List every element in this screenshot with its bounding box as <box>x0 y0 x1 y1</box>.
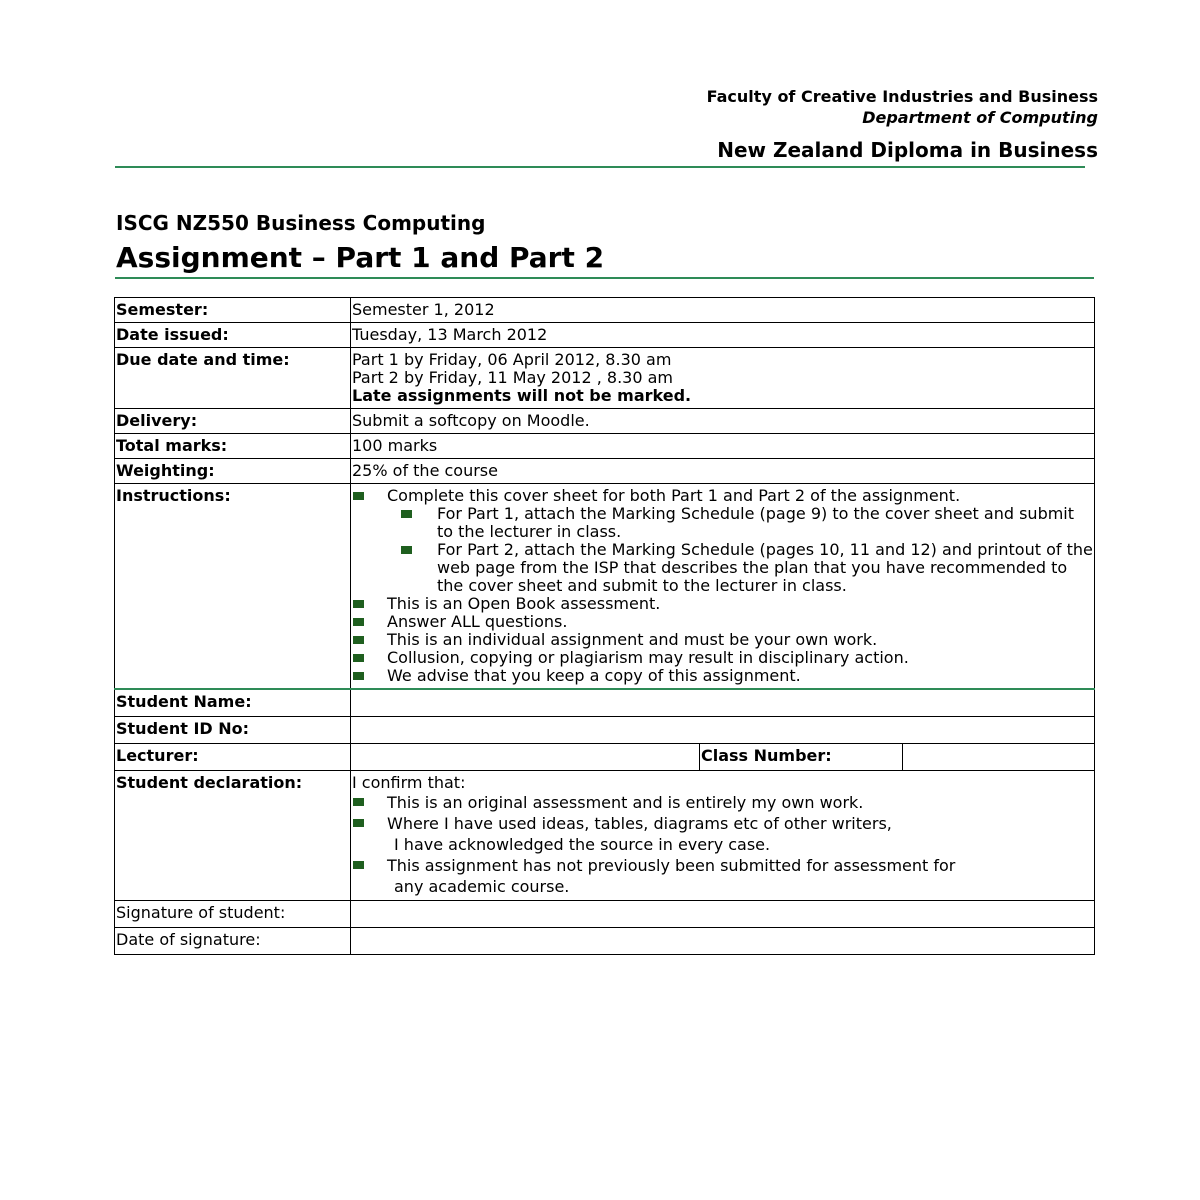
student-name-field[interactable] <box>351 689 1095 717</box>
confirm-text: I confirm that: <box>352 773 466 792</box>
list-item: This is an individual assignment and must be your own work. <box>352 631 1093 649</box>
diploma-name: New Zealand Diploma in Business <box>717 138 1098 162</box>
instruction-main: Complete this cover sheet for both Part 1 and Part 2 of the assignment. <box>387 486 961 505</box>
total-marks-row <box>115 434 1095 459</box>
total-marks-value: 100 marks <box>351 434 1095 459</box>
assignment-title: Assignment – Part 1 and Part 2 <box>116 241 605 274</box>
late-notice: Late assignments will not be marked. <box>352 386 692 405</box>
semester-value: Semester 1, 2012 <box>351 298 1095 323</box>
instructions-label: Instructions: <box>115 484 351 690</box>
student-id-label: Student ID No: <box>115 717 351 744</box>
lecturer-row <box>115 744 1095 771</box>
instructions-sublist <box>352 505 1093 595</box>
lecturer-inner-table <box>351 744 1094 770</box>
signature-date-row <box>115 928 1095 955</box>
instructions-value <box>351 484 1095 690</box>
signature-field[interactable] <box>351 901 1095 928</box>
instructions-list <box>352 487 1093 505</box>
list-item <box>352 813 1093 855</box>
list-item: Collusion, copying or plagiarism may result in disciplinary action. <box>352 649 1093 667</box>
class-number-field[interactable] <box>903 744 1095 770</box>
declaration-label: Student declaration: <box>115 771 351 901</box>
list-item: This is an Open Book assessment. <box>352 595 1093 613</box>
due-date-label: Due date and time: <box>115 348 351 409</box>
lecturer-field[interactable] <box>351 744 700 770</box>
lecturer-field-wrap <box>351 744 1095 771</box>
course-title: ISCG NZ550 Business Computing <box>116 211 486 235</box>
instructions-list-rest <box>352 595 1093 685</box>
total-marks-label: Total marks: <box>115 434 351 459</box>
list-item: This is an original assessment and is entirely my own work. <box>352 792 1093 813</box>
lecturer-label: Lecturer: <box>115 744 351 771</box>
student-id-row <box>115 717 1095 744</box>
list-item: We advise that you keep a copy of this assignment. <box>352 667 1093 685</box>
weighting-value: 25% of the course <box>351 459 1095 484</box>
list-item: For Part 2, attach the Marking Schedule (pages 10, 11 and 12) and printout of the web page from the ISP that describes the plan that you have recommended to the cover sheet and submit to the lecturer in class. <box>401 541 1093 595</box>
list-item <box>352 855 1093 897</box>
student-name-row <box>115 689 1095 717</box>
declaration-list <box>352 792 1093 897</box>
student-name-label: Student Name: <box>115 689 351 717</box>
semester-label: Semester: <box>115 298 351 323</box>
class-number-label: Class Number: <box>700 744 903 770</box>
due-date-row <box>115 348 1095 409</box>
due-part1: Part 1 by Friday, 06 April 2012, 8.30 am <box>352 350 672 369</box>
delivery-label: Delivery: <box>115 409 351 434</box>
delivery-value: Submit a softcopy on Moodle. <box>351 409 1095 434</box>
signature-label: Signature of student: <box>115 901 351 928</box>
header-block <box>707 86 1098 128</box>
declaration-row <box>115 771 1095 901</box>
signature-date-label: Date of signature: <box>115 928 351 955</box>
weighting-label: Weighting: <box>115 459 351 484</box>
date-issued-row <box>115 323 1095 348</box>
decl2-line2: I have acknowledged the source in every case. <box>394 835 771 854</box>
delivery-row <box>115 409 1095 434</box>
declaration-value <box>351 771 1095 901</box>
due-part2: Part 2 by Friday, 11 May 2012 , 8.30 am <box>352 368 673 387</box>
title-divider <box>115 277 1094 279</box>
list-item: Answer ALL questions. <box>352 613 1093 631</box>
list-item: For Part 1, attach the Marking Schedule (page 9) to the cover sheet and submit to the lecturer in class. <box>401 505 1093 541</box>
header-divider <box>115 166 1085 168</box>
signature-date-field[interactable] <box>351 928 1095 955</box>
due-date-value <box>351 348 1095 409</box>
faculty-name: Faculty of Creative Industries and Business <box>706 87 1098 106</box>
date-issued-label: Date issued: <box>115 323 351 348</box>
department-name: Department of Computing <box>862 108 1098 127</box>
semester-row <box>115 298 1095 323</box>
signature-row <box>115 901 1095 928</box>
decl3-line1: This assignment has not previously been submitted for assessment for <box>387 856 956 875</box>
list-item <box>352 487 1093 505</box>
date-issued-value: Tuesday, 13 March 2012 <box>351 323 1095 348</box>
instructions-row <box>115 484 1095 690</box>
student-id-field[interactable] <box>351 717 1095 744</box>
weighting-row <box>115 459 1095 484</box>
cover-sheet-table <box>114 297 1095 955</box>
decl2-line1: Where I have used ideas, tables, diagrams etc of other writers, <box>387 814 892 833</box>
decl3-line2: any academic course. <box>394 877 570 896</box>
